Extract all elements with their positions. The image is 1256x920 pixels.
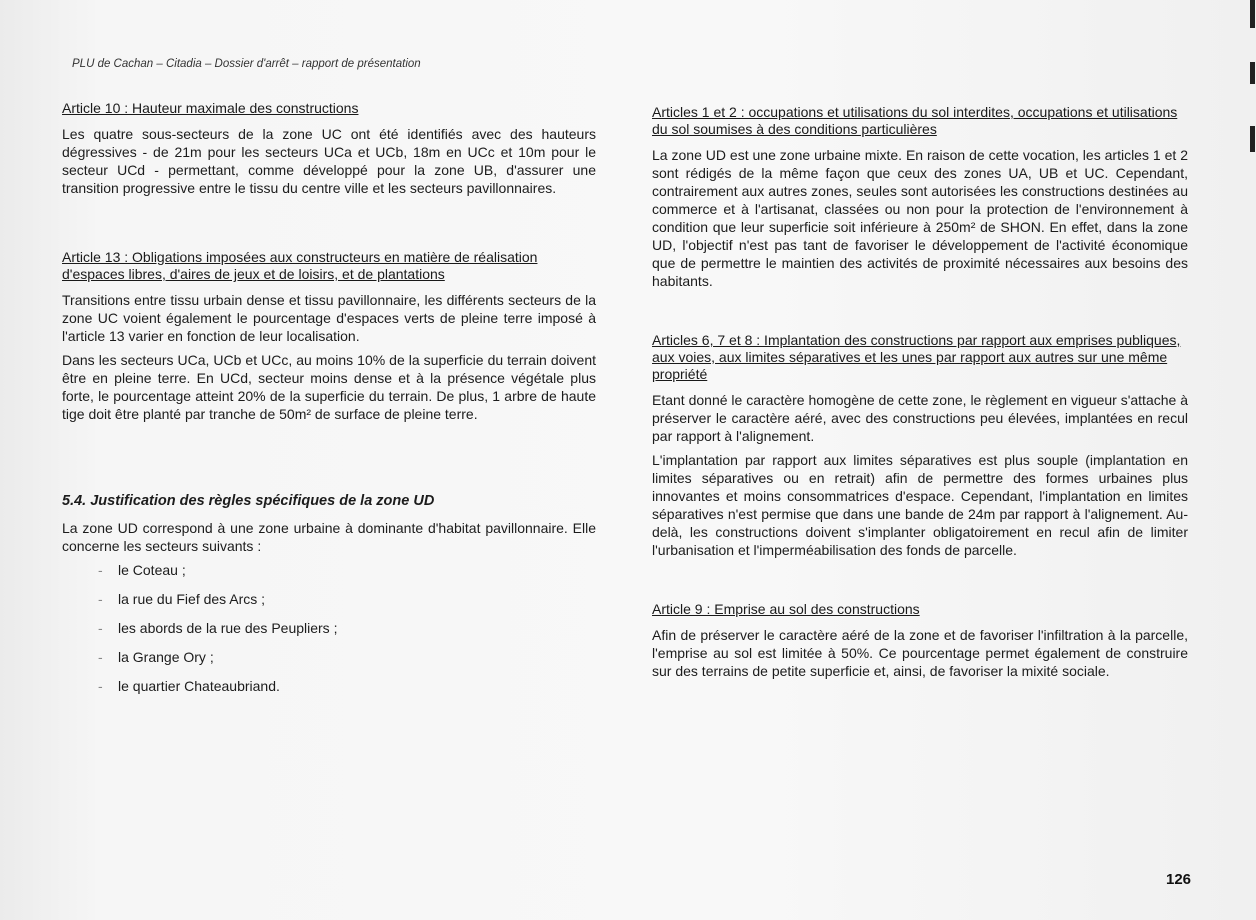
articles-6-7-8-paragraph-2: L'implantation par rapport aux limites séparatives est plus souple (implantation en limites séparatives ou en retrait) afin de permettre des formes urbaines plus innovantes et moins consommatrices d'espace. Cependant, l'implantation en limites séparatives n'est permise que dans une bande de 24m par rapport à l'alignement. Au-delà, les constructions doivent s'implanter obligatoirement en recul afin de limiter l'urbanisation et l'imperméabilisation des fonds de parcelle. [652, 452, 1188, 558]
section-5-4-intro: La zone UD correspond à une zone urbaine à dominante d'habitat pavillonnaire. Elle concerne les secteurs suivants : [62, 520, 596, 554]
article-13-heading: Article 13 : Obligations imposées aux constructeurs en matière de réalisation d'espaces libres, d'aires de jeux et de loisirs, et de plantations [62, 249, 538, 282]
articles-1-2-text: La zone UD est une zone urbaine mixte. En raison de cette vocation, les articles 1 et 2 sont rédigés de la même façon que ceux des zones UA, UB et UC. Cependant, contrairement aux autres zones, seules sont autorisées les constructions destinées au commerce et à l'artisanat, classées ou non pour la protection de l'environnement à condition que leur superficie soit inférieure à 250m² de SHON. En effet, dans la zone UD, l'objectif n'est pas tant de favoriser le développement de l'activité économique que de permettre le maintien des activités de proximité nécessaires aux besoins des habitants. [652, 147, 1188, 289]
scan-edge-mark [1250, 62, 1255, 84]
article-9-text: Afin de préserver le caractère aéré de la zone et de favoriser l'infiltration à la parcelle, l'emprise au sol est limitée à 50%. Ce pourcentage permet également de construire sur des terrains de petite superficie et, ainsi, de favoriser la mixité sociale. [652, 627, 1188, 679]
article-9-heading: Article 9 : Emprise au sol des constructions [652, 601, 920, 617]
articles-1-2-heading: Articles 1 et 2 : occupations et utilisations du sol interdites, occupations et utilisations du sol soumises à des conditions particulières [652, 104, 1178, 137]
list-item: - la Grange Ory ; [118, 648, 596, 666]
left-column [62, 100, 596, 706]
list-item: - les abords de la rue des Peupliers ; [118, 619, 596, 637]
list-item: - le quartier Chateaubriand. [118, 677, 596, 695]
sector-list [62, 561, 596, 695]
running-head: PLU de Cachan – Citadia – Dossier d'arrêt – rapport de présentation [72, 58, 421, 70]
article-13-paragraph-1: Transitions entre tissu urbain dense et tissu pavillonnaire, les différents secteurs de la zone UC voient également le pourcentage d'espaces verts de pleine terre imposé à l'article 13 varier en fonction de leur localisation. [62, 292, 596, 344]
articles-6-7-8-heading: Articles 6, 7 et 8 : Implantation des constructions par rapport aux emprises publiques, aux voies, aux limites séparatives et les unes par rapport aux autres sur une même propriété [652, 332, 1181, 382]
article-13-paragraph-2: Dans les secteurs UCa, UCb et UCc, au moins 10% de la superficie du terrain doivent être en pleine terre. En UCd, secteur moins dense et à la présence végétale plus forte, le pourcentage atteint 20% de la superficie du terrain. De plus, 1 arbre de haute tige doit être planté par tranche de 50m² de surface de pleine terre. [62, 352, 596, 422]
scan-edge-mark [1250, 126, 1255, 152]
page-number: 126 [1166, 871, 1192, 888]
articles-6-7-8-paragraph-1: Etant donné le caractère homogène de cette zone, le règlement en vigueur s'attache à préserver le caractère aéré, avec des constructions peu élevées, implantées en recul par rapport à l'alignement. [652, 392, 1188, 444]
right-column [652, 104, 1188, 686]
scan-edge-mark [1250, 0, 1255, 28]
section-5-4-title: 5.4. Justification des règles spécifiques de la zone UD [62, 493, 435, 509]
list-item: - la rue du Fief des Arcs ; [118, 590, 596, 608]
list-item: - le Coteau ; [118, 561, 596, 579]
article-10-heading: Article 10 : Hauteur maximale des constructions [62, 100, 359, 116]
article-10-text: Les quatre sous-secteurs de la zone UC ont été identifiés avec des hauteurs dégressives - de 21m pour les secteurs UCa et UCb, 18m en UCc et 10m pour le secteur UCd - permettant, comme développé pour la zone UB, d'assurer une transition progressive entre le tissu du centre ville et les secteurs pavillonnaires. [62, 126, 596, 196]
